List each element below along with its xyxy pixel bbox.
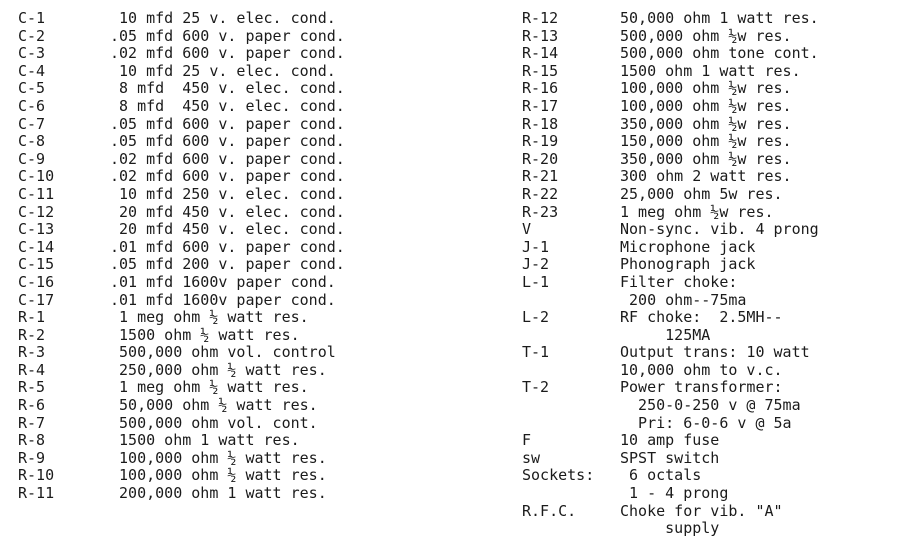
part-description: 200,000 ohm 1 watt res. xyxy=(110,484,327,503)
part-description: 10 amp fuse xyxy=(620,431,720,450)
part-description: 1 - 4 prong xyxy=(620,484,729,503)
part-description: Filter choke: xyxy=(620,272,738,291)
part-description: 1 meg ohm ½ watt res. xyxy=(110,378,309,397)
part-designator: C-3 xyxy=(18,44,46,63)
part-description: .02 mfd 600 v. paper cond. xyxy=(110,149,345,168)
part-description: 125MA xyxy=(620,325,711,344)
part-designator: T-2 xyxy=(522,378,550,397)
part-description: 150,000 ohm ½w res. xyxy=(620,132,792,151)
part-designator: R-10 xyxy=(18,466,55,485)
part-designator: C-15 xyxy=(18,255,55,274)
part-description: .05 mfd 200 v. paper cond. xyxy=(110,255,345,274)
part-designator: C-10 xyxy=(18,167,55,186)
part-description: .01 mfd 1600v paper cond. xyxy=(110,290,336,309)
part-designator: V xyxy=(522,220,532,239)
part-designator: L-2 xyxy=(522,308,550,327)
part-description: Pri: 6-0-6 v @ 5a xyxy=(620,413,792,432)
part-designator: J-2 xyxy=(522,255,550,274)
part-description: 10 mfd 250 v. elec. cond. xyxy=(110,184,345,203)
part-description: 1500 ohm 1 watt res. xyxy=(620,61,801,80)
part-description: .05 mfd 600 v. paper cond. xyxy=(110,114,345,133)
part-designator: J-1 xyxy=(522,237,550,256)
part-designator: R-9 xyxy=(18,448,46,467)
part-designator: C-17 xyxy=(18,290,55,309)
part-designator: C-5 xyxy=(18,79,46,98)
part-designator: Sockets: xyxy=(522,466,595,485)
part-designator: R-16 xyxy=(522,79,559,98)
part-designator: F xyxy=(522,431,532,450)
part-description: 100,000 ohm ½ watt res. xyxy=(110,448,327,467)
part-designator: R-22 xyxy=(522,184,559,203)
part-designator: R-8 xyxy=(18,431,46,450)
part-designator: R-2 xyxy=(18,325,46,344)
part-designator: R-11 xyxy=(18,484,55,503)
part-designator: R-15 xyxy=(522,61,559,80)
part-designator: R-21 xyxy=(522,167,559,186)
part-description: 1 meg ohm ½ watt res. xyxy=(110,308,309,327)
part-designator: C-6 xyxy=(18,96,46,115)
part-description: Choke for vib. "A" xyxy=(620,501,783,520)
part-description: 200 ohm--75ma xyxy=(620,290,747,309)
part-description: 6 octals xyxy=(620,466,702,485)
part-designator: C-1 xyxy=(18,9,46,27)
part-description: .05 mfd 600 v. paper cond. xyxy=(110,26,345,45)
part-description: RF choke: 2.5MH-- xyxy=(620,308,783,327)
part-description: Phonograph jack xyxy=(620,255,756,274)
part-designator: R-6 xyxy=(18,396,46,415)
part-description: 500,000 ohm vol. cont. xyxy=(110,413,318,432)
part-description: .02 mfd 600 v. paper cond. xyxy=(110,44,345,63)
part-designator: R-17 xyxy=(522,96,559,115)
part-designator: R-23 xyxy=(522,202,559,221)
part-designator: R-12 xyxy=(522,9,559,27)
part-description: 250,000 ohm ½ watt res. xyxy=(110,360,327,379)
part-designator: C-7 xyxy=(18,114,46,133)
part-description: supply xyxy=(620,519,720,538)
part-designator: R-3 xyxy=(18,343,46,362)
part-description: Microphone jack xyxy=(620,237,756,256)
part-description: 10 mfd 25 v. elec. cond. xyxy=(110,9,336,27)
part-description: 1500 ohm ½ watt res. xyxy=(110,325,300,344)
part-designator: R.F.C. xyxy=(522,501,577,520)
part-designator: R-1 xyxy=(18,308,46,327)
part-designator: R-4 xyxy=(18,360,46,379)
part-designator: L-1 xyxy=(522,272,550,291)
part-description: 10 mfd 25 v. elec. cond. xyxy=(110,61,336,80)
part-description: 500,000 ohm vol. control xyxy=(110,343,336,362)
part-description: 50,000 ohm ½ watt res. xyxy=(110,396,318,415)
part-description: 1500 ohm 1 watt res. xyxy=(110,431,300,450)
part-designator: sw xyxy=(522,448,541,467)
part-designator: C-12 xyxy=(18,202,55,221)
part-designator: C-11 xyxy=(18,184,55,203)
part-description: Non-sync. vib. 4 prong xyxy=(620,220,819,239)
part-description: 100,000 ohm ½w res. xyxy=(620,79,792,98)
part-designator: R-18 xyxy=(522,114,559,133)
part-description: .05 mfd 600 v. paper cond. xyxy=(110,132,345,151)
part-description: 100,000 ohm ½ watt res. xyxy=(110,466,327,485)
part-description: Power transformer: xyxy=(620,378,783,397)
part-description: 20 mfd 450 v. elec. cond. xyxy=(110,220,345,239)
part-designator: R-20 xyxy=(522,149,559,168)
part-designator: C-4 xyxy=(18,61,46,80)
part-designator: C-8 xyxy=(18,132,46,151)
part-description: Output trans: 10 watt xyxy=(620,343,810,362)
part-description: 350,000 ohm ½w res. xyxy=(620,114,792,133)
part-description: .01 mfd 1600v paper cond. xyxy=(110,272,336,291)
part-designator: T-1 xyxy=(522,343,550,362)
part-description: .02 mfd 600 v. paper cond. xyxy=(110,167,345,186)
part-description: 1 meg ohm ½w res. xyxy=(620,202,774,221)
part-description: .01 mfd 600 v. paper cond. xyxy=(110,237,345,256)
part-designator: R-14 xyxy=(522,44,559,63)
part-description: 20 mfd 450 v. elec. cond. xyxy=(110,202,345,221)
part-description: 8 mfd 450 v. elec. cond. xyxy=(110,96,345,115)
part-description: 250-0-250 v @ 75ma xyxy=(620,396,801,415)
part-description: 300 ohm 2 watt res. xyxy=(620,167,792,186)
part-description: 8 mfd 450 v. elec. cond. xyxy=(110,79,345,98)
part-designator: C-13 xyxy=(18,220,55,239)
part-description: SPST switch xyxy=(620,448,720,467)
part-designator: C-14 xyxy=(18,237,55,256)
part-description: 350,000 ohm ½w res. xyxy=(620,149,792,168)
part-designator: R-5 xyxy=(18,378,46,397)
part-designator: R-13 xyxy=(522,26,559,45)
part-description: 10,000 ohm to v.c. xyxy=(620,360,783,379)
part-designator: R-7 xyxy=(18,413,46,432)
part-description: 500,000 ohm ½w res. xyxy=(620,26,792,45)
part-designator: R-19 xyxy=(522,132,559,151)
part-description: 50,000 ohm 1 watt res. xyxy=(620,9,819,27)
part-description: 25,000 ohm 5w res. xyxy=(620,184,783,203)
part-designator: C-2 xyxy=(18,26,46,45)
part-description: 500,000 ohm tone cont. xyxy=(620,44,819,63)
part-designator: C-16 xyxy=(18,272,55,291)
part-description: 100,000 ohm ½w res. xyxy=(620,96,792,115)
part-designator: C-9 xyxy=(18,149,46,168)
